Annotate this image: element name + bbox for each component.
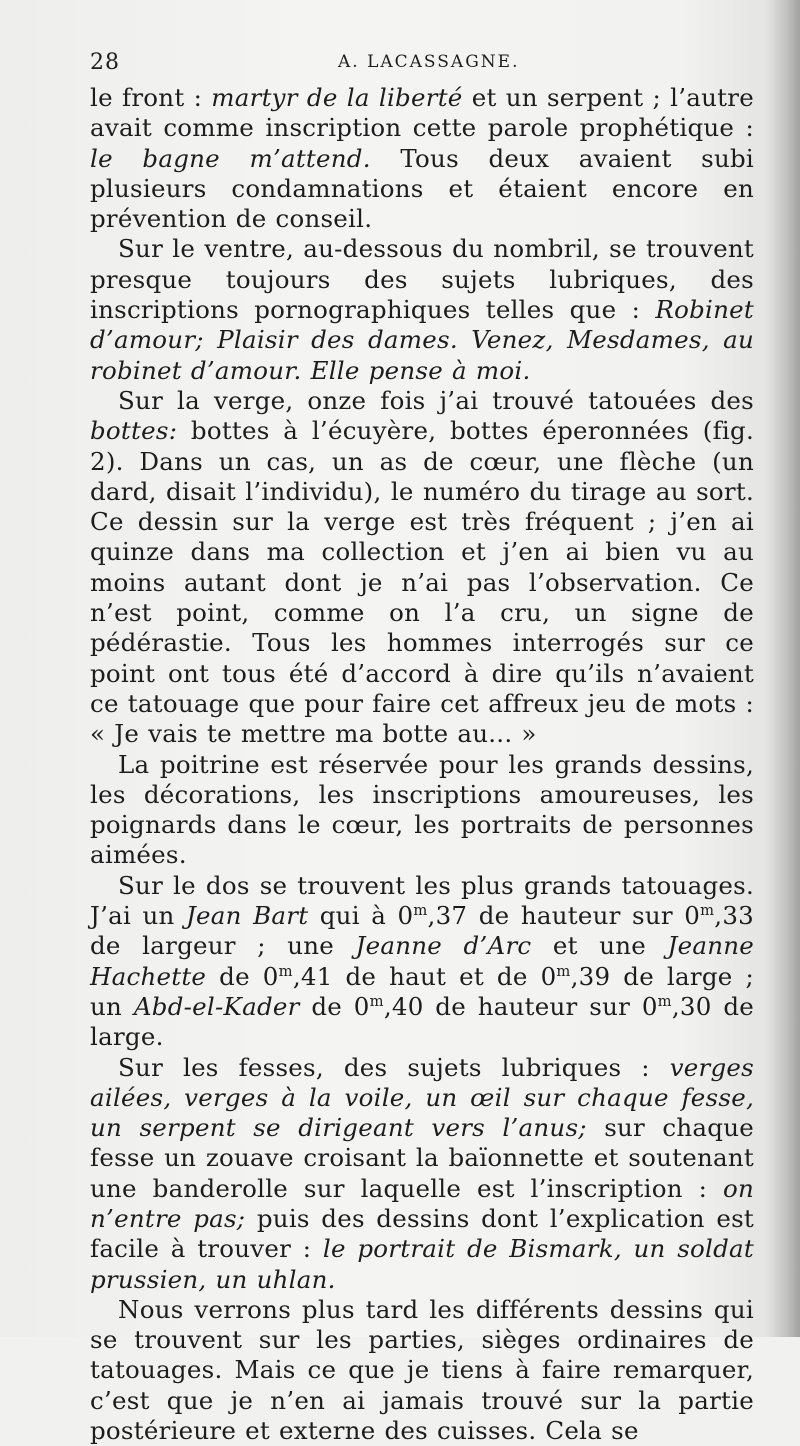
italic-text: Jeanne d’Arc — [355, 931, 532, 961]
italic-text: Jeanne Hachette — [90, 931, 754, 991]
text-run: Sur le dos se trouvent les plus grands tatouages. J’ai un — [90, 870, 754, 931]
body-text — [90, 83, 754, 1446]
text-run: de 0 — [206, 961, 279, 991]
binding-shadow — [766, 0, 800, 1337]
text-run: ,39 de large ; un — [90, 961, 754, 1021]
text-run: La poitrine est réservée pour les grands dessins, les décorations, les inscriptions amoureuses, les poignards dans le cœur, les portraits de personnes aimées. — [90, 749, 754, 870]
italic-text: Jean Bart — [185, 901, 309, 931]
paragraph — [90, 1053, 754, 1295]
text-run: ,40 de hauteur sur 0 — [383, 991, 658, 1021]
running-head: A. LACASSAGNE. — [338, 52, 520, 72]
text-run: sur chaque fesse un zouave croisant la baïonnette et soutenant une banderolle sur laquelle est l’inscription : — [90, 1113, 754, 1203]
unit-superscript: m — [700, 902, 715, 920]
text-run: Tous deux avaient subi plusieurs condamnations et étaient encore en prévention de conseil. — [90, 143, 754, 234]
page-number: 28 — [90, 50, 120, 75]
paragraph — [90, 871, 754, 1053]
italic-text: bottes: — [90, 416, 178, 446]
italic-text: martyr de la liberté — [211, 83, 463, 112]
text-run: Nous verrons plus tard les différents dessins qui se trouvent sur les parties, sièges ordinaires de tatouages. Mais ce que je tiens à faire remarquer, c’est que je n’en ai jamais trouvé sur la partie postérieure et externe des cuisses. Cela se — [90, 1294, 754, 1446]
text-run: et un serpent ; l’autre avait comme inscription cette parole prophétique : — [90, 83, 754, 143]
text-run: puis des dessins dont l’explication est facile à trouver : — [90, 1203, 754, 1264]
page-header — [90, 50, 750, 80]
paragraph — [90, 750, 754, 871]
paragraph — [90, 386, 754, 750]
text-run: Sur la verge, onze fois j’ai trouvé tatouées des — [118, 385, 754, 415]
paragraph — [90, 83, 754, 234]
italic-text: Abd-el-Kader — [133, 991, 300, 1021]
paragraph — [90, 234, 754, 385]
text-run: Sur les fesses, des sujets lubriques : — [118, 1052, 670, 1082]
text-run: de 0 — [299, 991, 370, 1021]
unit-superscript: m — [369, 993, 384, 1011]
unit-superscript: m — [657, 993, 672, 1011]
text-run: bottes à l’écuyère, bottes éperonnées (fig. 2). Dans un cas, un as de cœur, une flèche (un dard, disait l’individu), le numéro du tirage au sort. Ce dessin sur la verge est très fréquent ; j’en ai quinze dans ma collection et j’en ai bien vu au moins autant dont je n’ai pas l’observation. Ce n’est point, comme on l’a cru, un signe de pédérastie. Tous les hommes interrogés sur ce point ont tous été d’accord à dire qu’ils n’avaient ce tatouage que pour faire cet affreux jeu de mots : « Je vais te mettre ma botte au... » — [90, 416, 754, 749]
italic-text: Robinet d’amour; Plaisir des dames. Venez, Mesdames, au robinet d’amour. Elle pense à moi. — [90, 295, 754, 385]
text-run: et une — [531, 931, 668, 961]
italic-text: verges ailées, verges à la voile, un œil sur chaque fesse, un serpent se dirigeant vers l’anus; — [90, 1052, 754, 1143]
paragraph — [90, 1295, 754, 1446]
text-run: ,41 de haut et de 0 — [292, 961, 557, 991]
text-run: ,30 de large. — [90, 991, 754, 1052]
text-run: ,37 de hauteur sur 0 — [427, 901, 701, 931]
text-run: qui à 0 — [308, 901, 414, 931]
text-run: le front : — [90, 83, 212, 112]
unit-superscript: m — [278, 962, 293, 980]
text-run: Sur le ventre, au-dessous du nombril, se trouvent presque toujours des sujets lubriques, des inscriptions pornographiques telles que : — [90, 234, 754, 325]
unit-superscript: m — [413, 902, 428, 920]
text-run: ,33 de largeur ; une — [90, 901, 754, 961]
italic-text: on n’entre pas; — [90, 1173, 754, 1233]
unit-superscript: m — [556, 962, 571, 980]
italic-text: le bagne m’attend. — [90, 143, 371, 173]
italic-text: le portrait de Bismark, un soldat prussien, un uhlan. — [90, 1234, 754, 1294]
